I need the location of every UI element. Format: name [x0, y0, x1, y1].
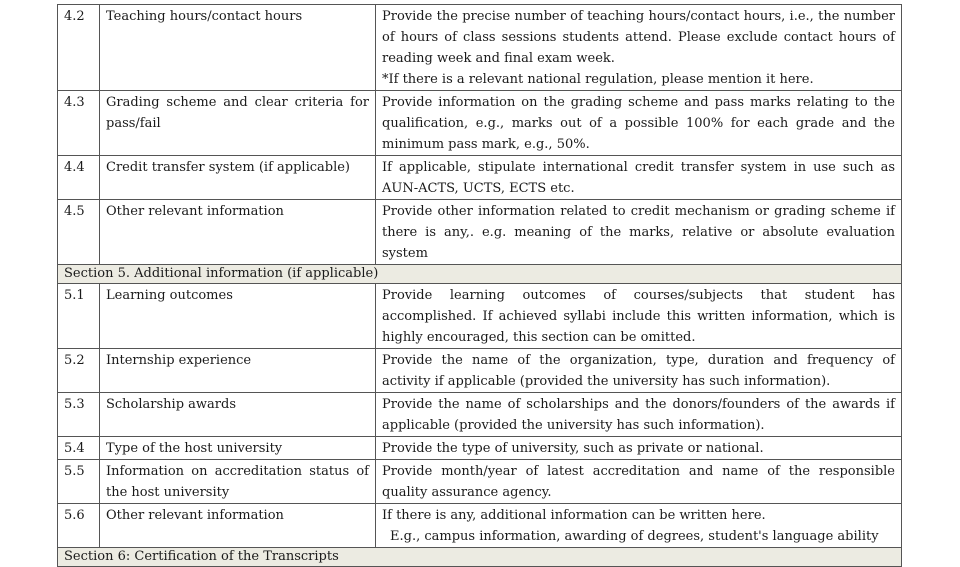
section-6-heading: Section 6: Certification of the Transcripts	[58, 548, 902, 567]
row-number: 4.4	[58, 156, 100, 200]
table-row	[58, 349, 902, 393]
row-description: Provide other information related to credit mechanism or grading scheme if there is any,. e.g. meaning of the marks, relative or absolute evaluation system	[376, 200, 902, 265]
table-row	[58, 91, 902, 156]
row-number: 4.5	[58, 200, 100, 265]
row-number: 5.3	[58, 393, 100, 437]
row-number: 5.2	[58, 349, 100, 393]
table-row	[58, 504, 902, 548]
row-description: Provide month/year of latest accreditation and name of the responsible quality assurance agency.	[376, 460, 902, 504]
row-description: Provide learning outcomes of courses/subjects that student has accomplished. If achieved syllabi include this written information, which is highly encouraged, this section can be omitted.	[376, 284, 902, 349]
section-5-heading: Section 5. Additional information (if applicable)	[58, 265, 902, 284]
row-description	[376, 504, 902, 548]
row-number: 5.1	[58, 284, 100, 349]
table-row	[58, 393, 902, 437]
row-title: Grading scheme and clear criteria for pass/fail	[100, 91, 376, 156]
row-description-text: Provide the precise number of teaching hours/contact hours, i.e., the number of hours of class sessions students attend. Please exclude contact hours of reading week and final exam week.	[382, 9, 895, 66]
row-description: Provide information on the grading scheme and pass marks relating to the qualification, e.g., marks out of a possible 100% for each grade and the minimum pass mark, e.g., 50%.	[376, 91, 902, 156]
row-note: *If there is a relevant national regulation, please mention it here.	[382, 72, 814, 87]
row-description-text: If there is any, additional information can be written here.	[382, 508, 766, 523]
table-row	[58, 156, 902, 200]
row-number: 4.3	[58, 91, 100, 156]
table-row	[58, 284, 902, 349]
row-title: Credit transfer system (if applicable)	[100, 156, 376, 200]
row-number: 5.5	[58, 460, 100, 504]
row-description: Provide the name of scholarships and the donors/founders of the awards if applicable (provided the university has such information).	[376, 393, 902, 437]
row-title: Teaching hours/contact hours	[100, 5, 376, 91]
row-title: Other relevant information	[100, 504, 376, 548]
row-title: Learning outcomes	[100, 284, 376, 349]
row-title: Type of the host university	[100, 437, 376, 460]
row-title: Other relevant information	[100, 200, 376, 265]
row-description	[376, 5, 902, 91]
row-number: 5.6	[58, 504, 100, 548]
row-title: Information on accreditation status of the host university	[100, 460, 376, 504]
table-row	[58, 5, 902, 91]
row-number: 4.2	[58, 5, 100, 91]
row-note: E.g., campus information, awarding of degrees, student's language ability	[390, 529, 879, 544]
row-description: Provide the name of the organization, type, duration and frequency of activity if applicable (provided the university has such information).	[376, 349, 902, 393]
table-row	[58, 437, 902, 460]
row-description: If applicable, stipulate international credit transfer system in use such as AUN-ACTS, UCTS, ECTS etc.	[376, 156, 902, 200]
transcript-guidelines-table	[57, 4, 902, 567]
row-title: Scholarship awards	[100, 393, 376, 437]
row-number: 5.4	[58, 437, 100, 460]
section-header-row	[58, 265, 902, 284]
row-description: Provide the type of university, such as private or national.	[376, 437, 902, 460]
table-row	[58, 460, 902, 504]
table-row	[58, 200, 902, 265]
row-title: Internship experience	[100, 349, 376, 393]
section-header-row	[58, 548, 902, 567]
